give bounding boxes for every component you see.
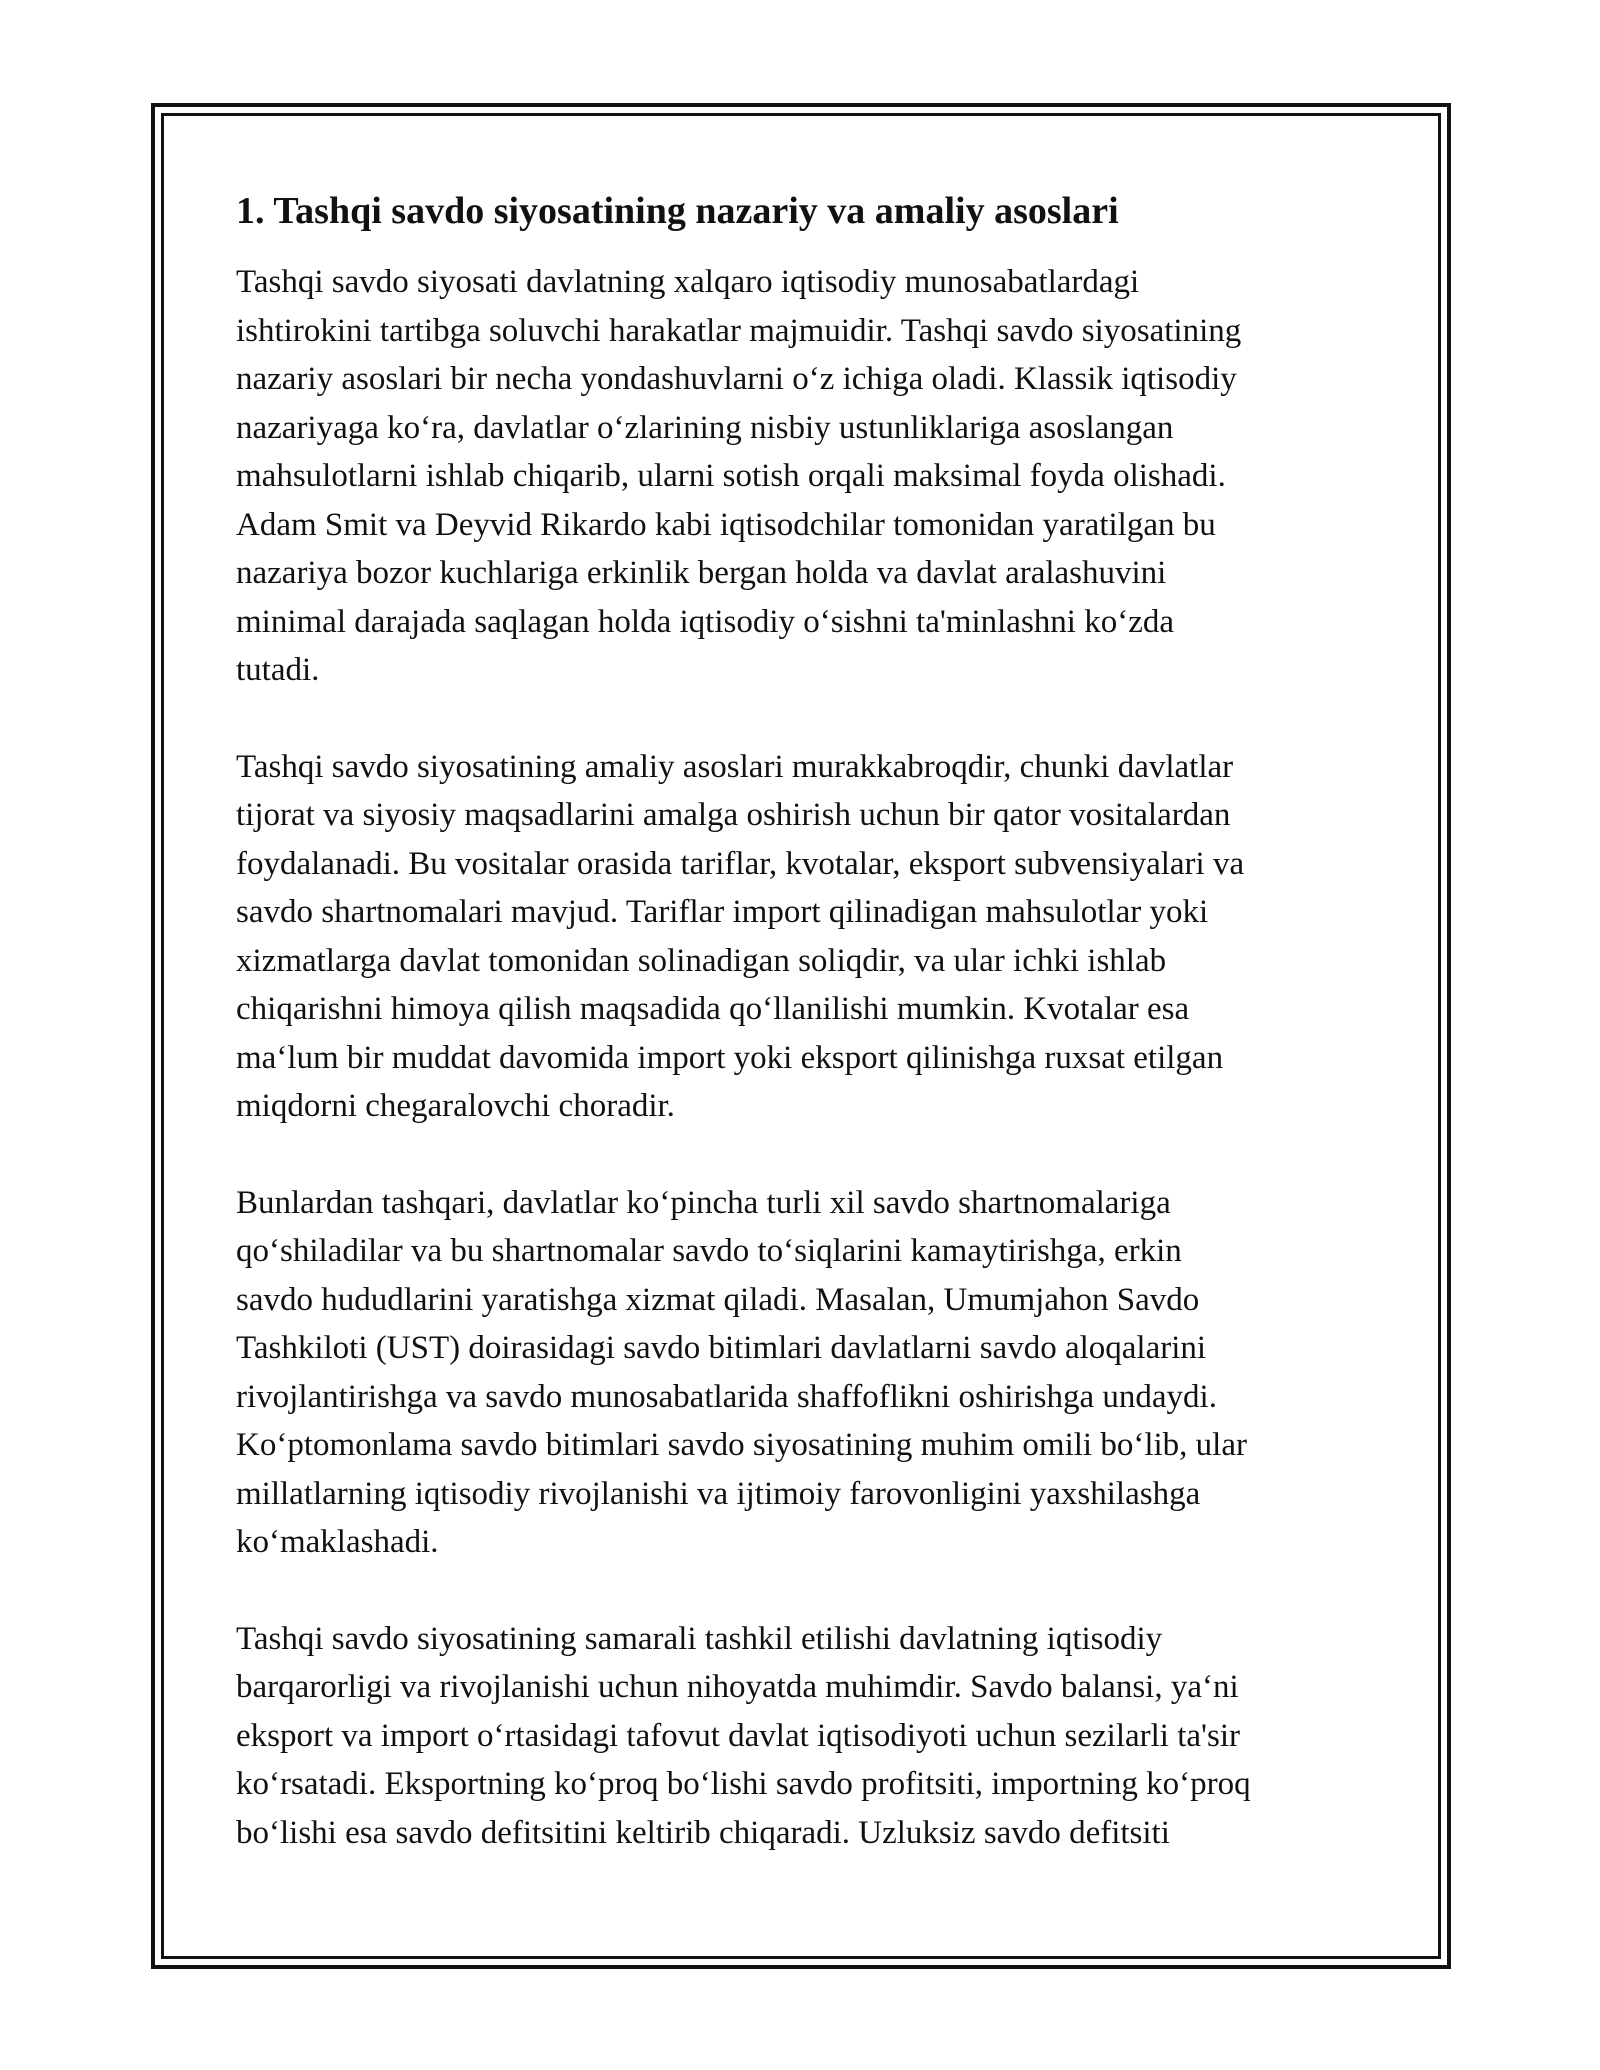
paragraph-1: Tashqi savdo siyosati davlatning xalqaro iqtisodiy munosabatlardagi ishtirokini tartibga soluvchi harakatlar majmuidir. Tashqi savdo siyosatining nazariy asoslari bir necha yondashuvlarni o‘z ichiga oladi. Klassik iqtisodiy nazariyaga ko‘ra, davlatlar o‘zlarining nisbiy ustunliklariga asoslangan mahsulotlarni ishlab chiqarib, ularni sotish orqali maksimal foyda olishadi. Adam Smit va Deyvid Rikardo kabi iqtisodchilar tomonidan yaratilgan bu nazariya bozor kuchlariga erkinlik bergan holda va davlat aralashuvini minimal darajada saqlagan holda iqtisodiy o‘sishni ta'minlashni ko‘zda tutadi. bbox=[236, 264, 1242, 688]
paragraph-3: Bunlardan tashqari, davlatlar ko‘pincha turli xil savdo shartnomalariga qo‘shiladilar va bu shartnomalar savdo to‘siqlarini kamaytirishga, erkin savdo hududlarini yaratishga xizmat qiladi. Masalan, Umumjahon Savdo Tashkiloti (UST) doirasidagi savdo bitimlari davlatlarni savdo aloqalarini rivojlantirishga va savdo munosabatlarida shaffoflikni oshirishga undaydi. Ko‘ptomonlama savdo bitimlari savdo siyosatining muhim omili bo‘lib, ular millatlarning iqtisodiy rivojlanishi va ijtimoiy farovonligini yaxshilashga ko‘maklashadi. bbox=[236, 1184, 1247, 1560]
section-heading: 1. Tashqi savdo siyosatining nazariy va amaliy asoslari bbox=[236, 190, 1119, 232]
paragraph-2: Tashqi savdo siyosatining amaliy asoslari murakkabroqdir, chunki davlatlar tijorat va siyosiy maqsadlarini amalga oshirish uchun bir qator vositalardan foydalanadi. Bu vositalar orasida tariflar, kvotalar, eksport subvensiyalari va savdo shartnomalari mavjud. Tariflar import qilinadigan mahsulotlar yoki xizmatlarga davlat tomonidan solinadigan soliqdir, va ular ichki ishlab chiqarishni himoya qilish maqsadida qo‘llanilishi mumkin. Kvotalar esa ma‘lum bir muddat davomida import yoki eksport qilinishga ruxsat etilgan miqdorni chegaralovchi choradir. bbox=[236, 748, 1245, 1124]
document-body bbox=[236, 186, 1376, 1905]
paragraph-4: Tashqi savdo siyosatining samarali tashkil etilishi davlatning iqtisodiy barqarorligi va rivojlanishi uchun nihoyatda muhimdir. Savdo balansi, ya‘ni eksport va import o‘rtasidagi tafovut davlat iqtisodiyoti uchun sezilarli ta'sir ko‘rsatadi. Eksportning ko‘proq bo‘lishi savdo profitsiti, importning ko‘proq bo‘lishi esa savdo defitsitini keltirib chiqaradi. Uzluksiz savdo defitsiti bbox=[236, 1620, 1251, 1851]
